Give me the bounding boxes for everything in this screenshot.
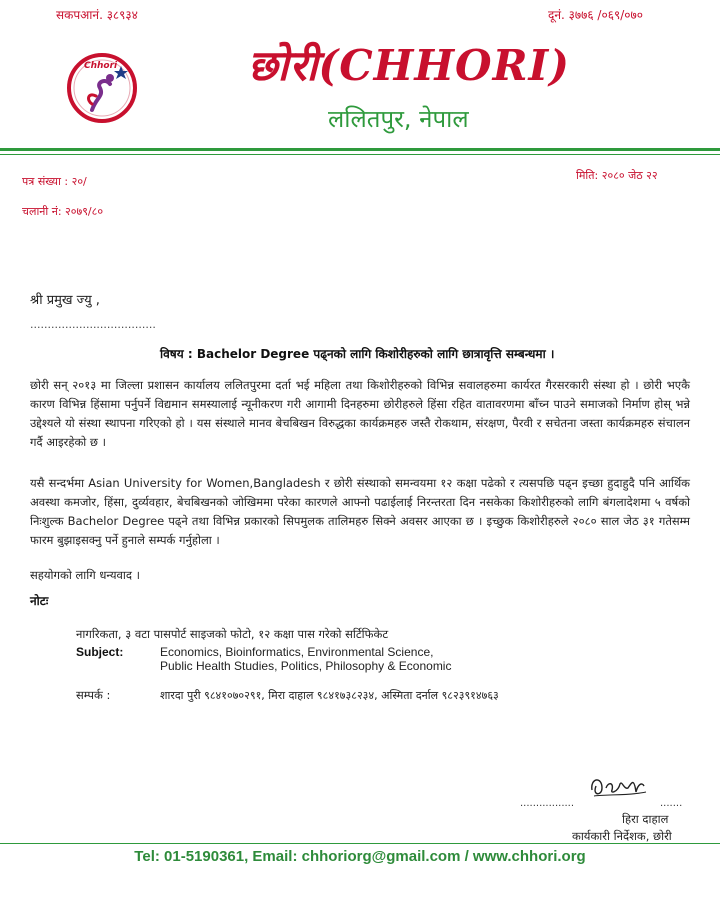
logo-text: Chhori bbox=[84, 61, 118, 71]
signature-scribble bbox=[588, 770, 648, 802]
salutation: श्री प्रमुख ज्यु , bbox=[30, 293, 100, 308]
registration-number-left: सकपआनं. ३८९३४ bbox=[56, 8, 138, 22]
footer-divider bbox=[0, 843, 720, 844]
signature-dots-left: ................. bbox=[520, 798, 575, 809]
signatory-title: कार्यकारी निर्देशक, छोरी bbox=[572, 829, 672, 843]
note-label: नोटः bbox=[30, 594, 49, 608]
signature-dots-right: ....... bbox=[660, 798, 683, 809]
paragraph-scholarship: यसै सन्दर्भमा Asian University for Women,Bangladesh र छोरी संस्थाको समन्वयमा १२ कक्षा पढेको र त्यसपछि पढ्न इच्छा हुदाहुदै पनि आर्थिक अवस्था कमजोर, हिंसा, दुर्व्यवहार, बेचबिखनको जोखिममा परेका कारणले आफ्नो पढाईलाई निरन्तरता दिन नसकेका किशोरीहरुको लागि बंगलादेशमा ५ वर्षको निःशुल्क Bachelor Degree पढ्ने तथा विभिन्न प्रकारको सिपमुलक तालिमहरु सिक्ने अवसर आएका छ । इच्छुक किशोरीहरुले २०८० साल जेठ ३१ गतेसम्म फारम बुझाइसक्नु पर्ने हुनाले सम्पर्क गर्नुहोला । bbox=[30, 476, 690, 547]
contact-persons: शारदा पुरी ९८४१०७०२९१, मिरा दाहाल ९८४१७३८२३४, अस्मिता दर्नाल ९८२३९१४७६३ bbox=[160, 689, 499, 702]
letter-date: मिति: २०८० जेठ २२ bbox=[576, 169, 658, 182]
org-location: ललितपुर, नेपाल bbox=[328, 105, 469, 133]
letter-number: पत्र संख्या : २०/ bbox=[22, 175, 87, 188]
org-name: छोरी(CHHORI) bbox=[248, 41, 571, 90]
subjects-line-2: Public Health Studies, Politics, Philosophy & Economic bbox=[160, 659, 452, 673]
signatory-name: हिरा दाहाल bbox=[622, 812, 669, 826]
subjects-label: Subject: bbox=[76, 645, 124, 659]
address-placeholder: .................................... bbox=[30, 318, 156, 331]
contact-label: सम्पर्क : bbox=[76, 688, 111, 702]
subjects-line-1: Economics, Bioinformatics, Environmental Science, bbox=[160, 645, 434, 659]
paragraph-intro: छोरी सन् २०१३ मा जिल्ला प्रशासन कार्यालय ललितपुरमा दर्ता भई महिला तथा किशोरीहरुको विभिन्न सवालहरुमा कार्यरत गैरसरकारी संस्था हो । छोरी भएकै कारण विभिन्न हिंसामा पर्नुपर्ने विद्यमान समस्यालाई न्यूनीकरण गरी आगामी दिनहरुमा छोरीहरुले हिंसा रहित वातावरणमा बाँच्न पाउने समाजको निर्माण होस् भन्ने उद्देश्यले यो संस्था स्थापना गरिएको हो । यस संस्थाले मानव बेचबिखन विरुद्धका कार्यक्रमहरु जस्तै रोकथाम, संरक्षण, पैरवी र सचेतना जस्ता कार्यक्रमहरु संचालन गर्दै आइरहेको छ । bbox=[30, 378, 690, 449]
required-documents: नागरिकता, ३ वटा पासपोर्ट साइजको फोटो, १२ कक्षा पास गरेको सर्टिफिकेट bbox=[76, 627, 389, 641]
chhori-logo bbox=[66, 52, 138, 124]
thanks-line: सहयोगको लागि धन्यवाद । bbox=[30, 568, 140, 582]
signature bbox=[588, 770, 648, 802]
footer-contact: Tel: 01-5190361, Email: chhoriorg@gmail.com / www.chhori.org bbox=[134, 848, 586, 865]
header-divider-top bbox=[0, 148, 720, 151]
letter-subject: विषय : Bachelor Degree पढ्नको लागि किशोरीहरुको लागि छात्रावृत्ति सम्बन्धमा । bbox=[160, 347, 555, 361]
dispatch-number: चलानी नं: २०७९/८० bbox=[22, 205, 104, 218]
registration-number-right: दूनं. ३७७६ /०६९/०७० bbox=[548, 8, 643, 22]
header-divider-bottom bbox=[0, 154, 720, 155]
